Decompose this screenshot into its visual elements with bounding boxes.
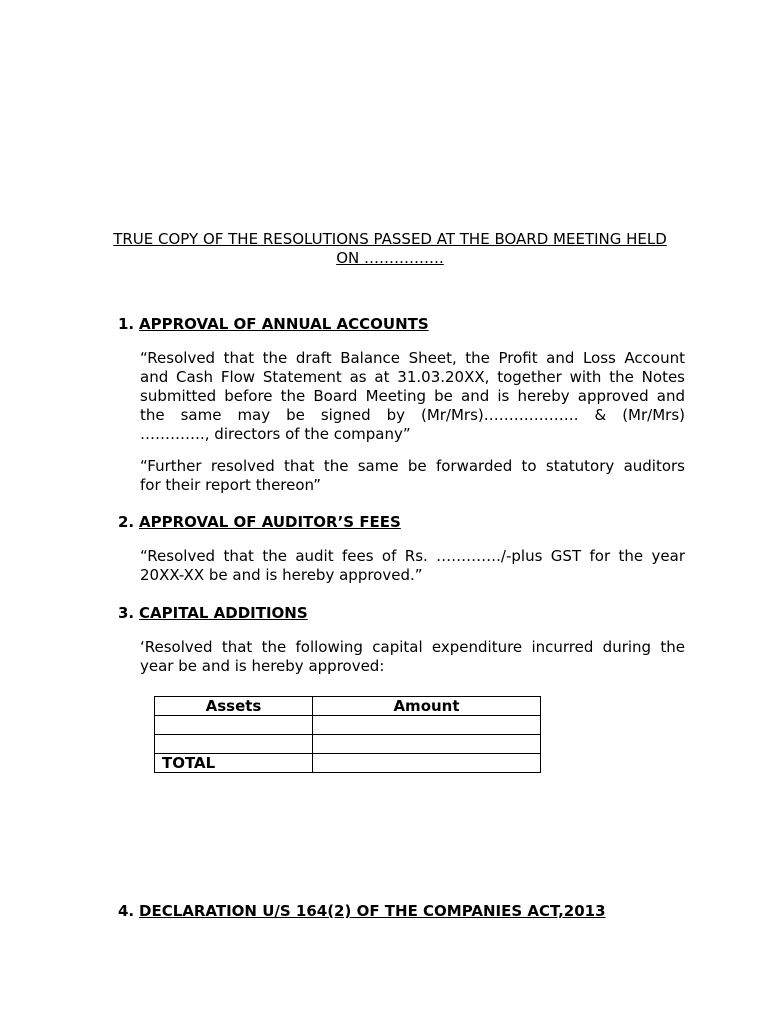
section-title: DECLARATION U/S 164(2) OF THE COMPANIES ACT,2013: [139, 902, 606, 920]
table-total-label: TOTAL: [155, 754, 313, 773]
capital-additions-table: [154, 696, 541, 773]
title-line-1: TRUE COPY OF THE RESOLUTIONS PASSED AT THE BOARD MEETING HELD: [113, 230, 667, 248]
table-row: [155, 735, 541, 754]
table-cell: [313, 716, 541, 735]
table-total-amount: [313, 754, 541, 773]
section-1-paragraph-1: [140, 349, 685, 444]
paragraph-line: year be and is hereby approved:: [140, 657, 385, 675]
table-cell: [155, 716, 313, 735]
table-header-amount: Amount: [313, 697, 541, 716]
section-number: 1.: [118, 315, 135, 333]
paragraph-line: 20XX-XX be and is hereby approved.”: [140, 566, 423, 584]
table-cell: [155, 735, 313, 754]
section-number: 4.: [118, 902, 135, 920]
section-2-heading: [118, 513, 401, 532]
section-number: 2.: [118, 513, 135, 531]
paragraph-line: “Resolved that the draft Balance Sheet, the Profit and Loss Account: [140, 349, 685, 367]
paragraph-line: “Further resolved that the same be forwarded to statutory auditors: [140, 457, 685, 475]
title-line-2: ON …………….: [336, 249, 444, 267]
section-title: CAPITAL ADDITIONS: [139, 604, 308, 622]
table-total-row: [155, 754, 541, 773]
paragraph-line: submitted before the Board Meeting be and is hereby approved and: [140, 387, 685, 405]
section-3-heading: [118, 604, 308, 623]
section-2-paragraph-1: [140, 547, 685, 585]
section-title: APPROVAL OF ANNUAL ACCOUNTS: [139, 315, 429, 333]
paragraph-line: ‘Resolved that the following capital expenditure incurred during the: [140, 638, 685, 656]
table-header-assets: Assets: [155, 697, 313, 716]
paragraph-line: “Resolved that the audit fees of Rs. …………./-plus GST for the year: [140, 547, 685, 565]
paragraph-line: the same may be signed by (Mr/Mrs)………………. & (Mr/Mrs): [140, 406, 685, 424]
table-header-row: [155, 697, 541, 716]
section-1-heading: [118, 315, 429, 334]
table-row: [155, 716, 541, 735]
section-3-paragraph-1: [140, 638, 685, 676]
section-4-heading: [118, 902, 606, 921]
section-number: 3.: [118, 604, 135, 622]
document-title: [80, 230, 700, 268]
section-1-paragraph-2: [140, 457, 685, 495]
paragraph-line: and Cash Flow Statement as at 31.03.20XX, together with the Notes: [140, 368, 685, 386]
table-cell: [313, 735, 541, 754]
paragraph-line: for their report thereon”: [140, 476, 322, 494]
section-title: APPROVAL OF AUDITOR’S FEES: [139, 513, 401, 531]
paragraph-line: …………., directors of the company”: [140, 425, 411, 443]
